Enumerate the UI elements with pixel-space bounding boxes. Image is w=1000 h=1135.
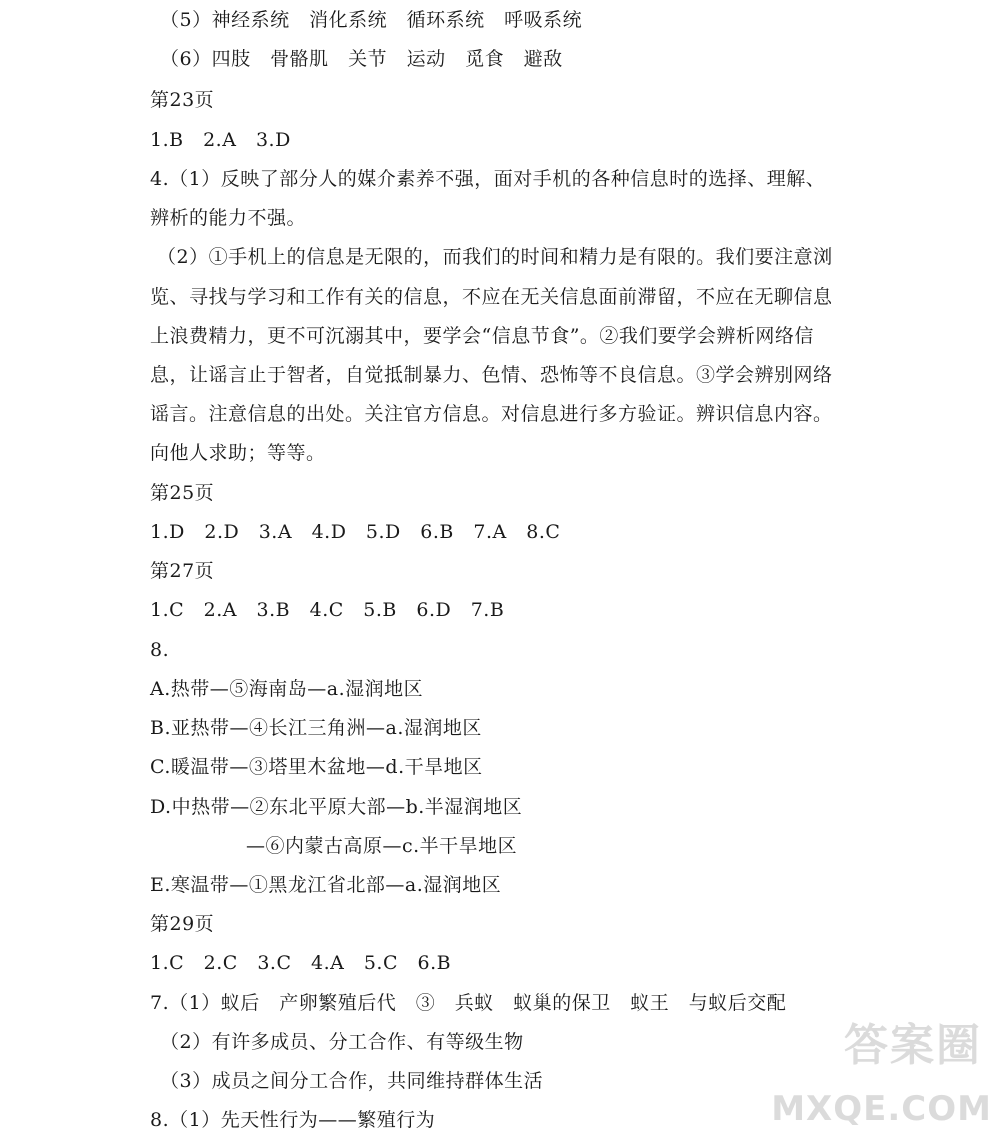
answer-line: 览、寻找与学习和工作有关的信息，不应在无关信息面前滞留，不应在无聊信息 [150,286,833,308]
section-heading: 第23页 [150,89,215,111]
answer-line: A.热带—⑤海南岛—a.湿润地区 [150,678,424,700]
answer-line: 1.B 2.A 3.D [150,129,291,151]
answer-line: （6）四肢 骨骼肌 关节 运动 觅食 避敌 [160,48,563,70]
answer-line: 向他人求助；等等。 [150,442,326,464]
answer-line: 谣言。注意信息的出处。关注官方信息。对信息进行多方验证。辨识信息内容。 [150,403,833,425]
answer-line: 1.D 2.D 3.A 4.D 5.D 6.B 7.A 8.C [150,521,561,543]
watermark-logo [771,1009,992,1129]
answer-line: 1.C 2.C 3.C 4.A 5.C 6.B [150,952,452,974]
answer-line: —⑥内蒙古高原—c.半干旱地区 [246,835,518,857]
answer-line: （2）有许多成员、分工合作、有等级生物 [160,1031,524,1053]
answer-line: 8.（1）先天性行为——繁殖行为 [150,1109,436,1131]
answer-line: 7.（1）蚁后 产卵繁殖后代 ③ 兵蚁 蚁巢的保卫 蚁王 与蚁后交配 [150,992,787,1014]
answer-line: 4.（1）反映了部分人的媒介素养不强，面对手机的各种信息时的选择、理解、 [150,168,826,190]
section-heading: 第25页 [150,482,215,504]
answer-line: C.暖温带—③塔里木盆地—d.干旱地区 [150,756,483,778]
answer-line: 息，让谣言止于智者，自觉抵制暴力、色情、恐怖等不良信息。③学会辨别网络 [150,364,833,386]
answer-line: 1.C 2.A 3.B 4.C 5.B 6.D 7.B [150,599,505,621]
answer-line: E.寒温带—①黑龙江省北部—a.湿润地区 [150,874,502,896]
answer-line: B.亚热带—④长江三角洲—a.湿润地区 [150,717,482,739]
answer-line: （3）成员之间分工合作，共同维持群体生活 [160,1070,544,1092]
answer-line: 8. [150,639,170,661]
answer-line: 上浪费精力，更不可沉溺其中，要学会“信息节食”。②我们要学会辨析网络信 [150,325,814,347]
watermark-title: 答案圈 [844,1020,982,1071]
section-heading: 第27页 [150,560,215,582]
section-heading: 第29页 [150,913,215,935]
answer-line: （2）①手机上的信息是无限的，而我们的时间和精力是有限的。我们要注意浏 [157,246,833,268]
answer-line: D.中热带—②东北平原大部—b.半湿润地区 [150,796,523,818]
watermark-url: MXQE.COM [771,1089,992,1129]
answer-line: 辨析的能力不强。 [150,207,307,229]
answer-line: （5）神经系统 消化系统 循环系统 呼吸系统 [160,9,583,31]
